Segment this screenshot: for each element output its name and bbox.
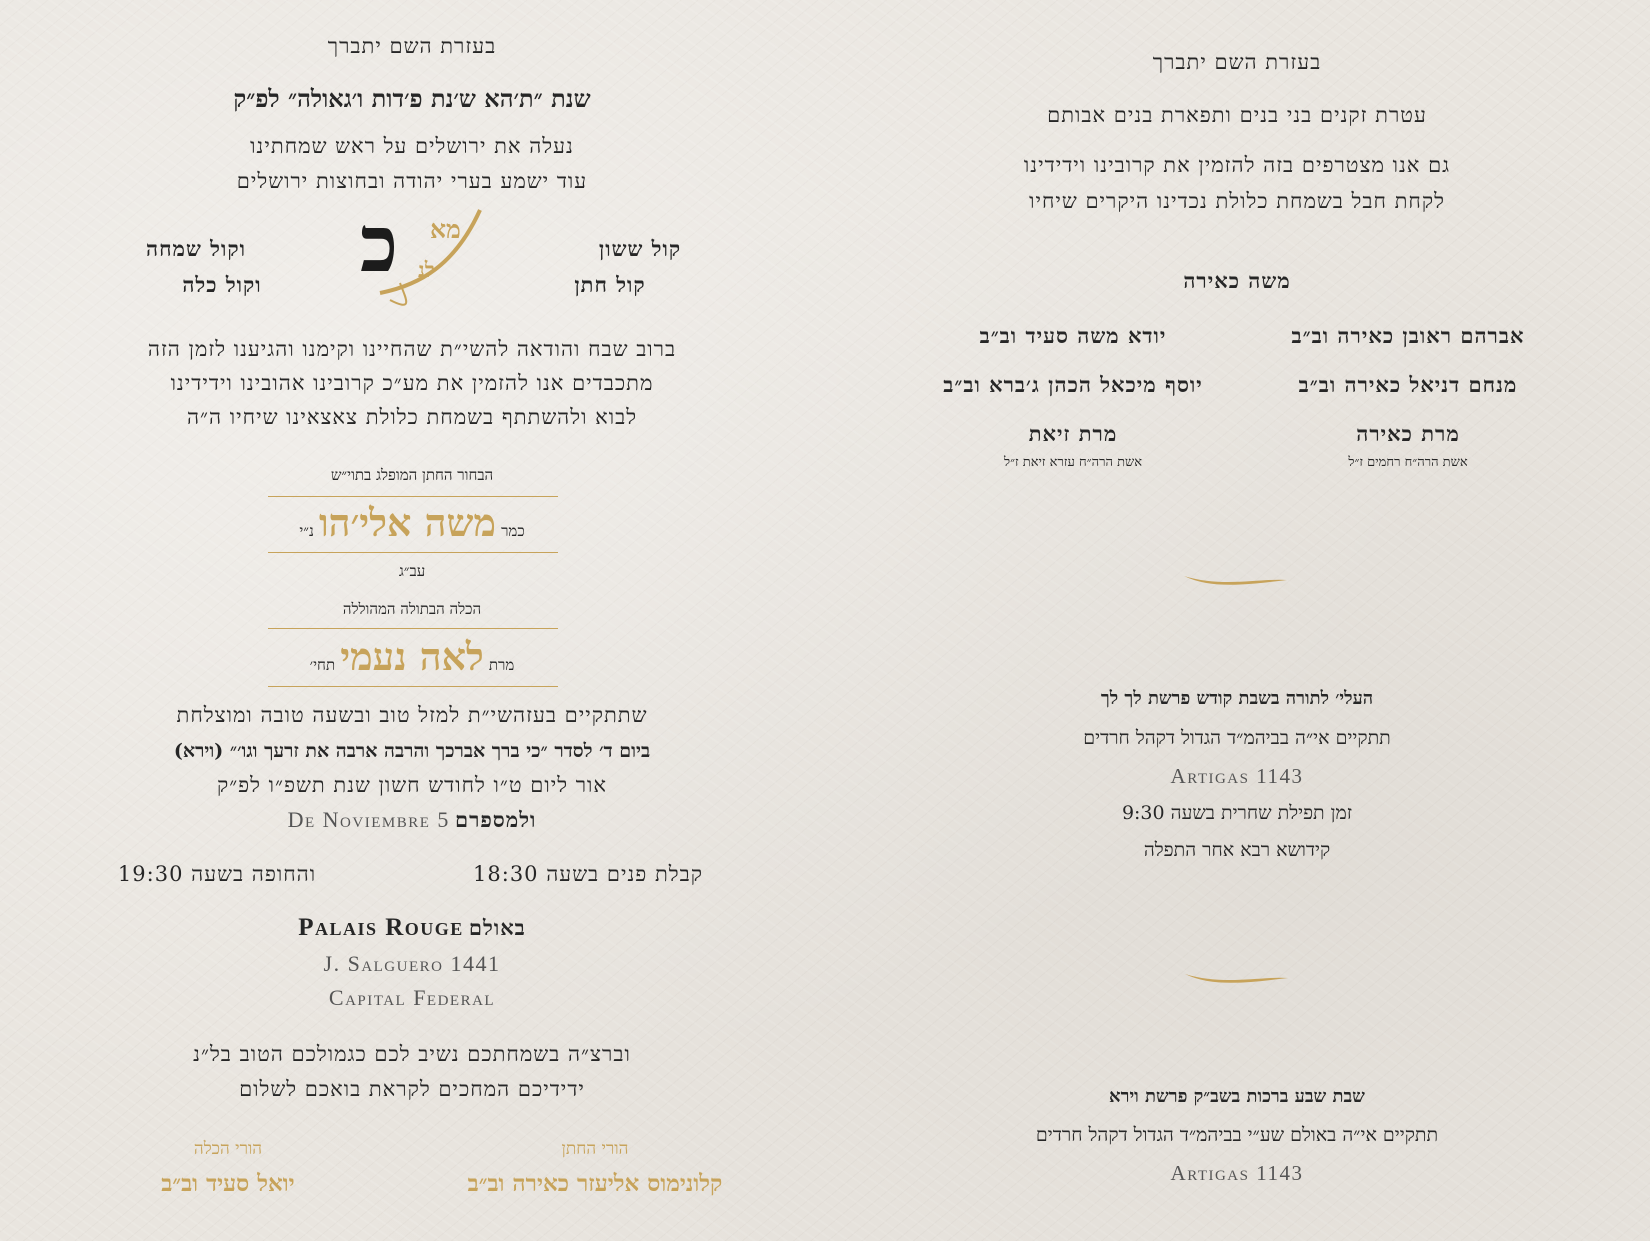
right-header: בעזרת השם יתברך bbox=[1152, 50, 1322, 74]
bride-parents-title: הורי הכלה bbox=[193, 1139, 263, 1159]
aliyah-address: Artigas 1143 bbox=[1170, 764, 1304, 788]
verse-line-2: עוד ישמע בערי יהודה ובחוצות ירושלים bbox=[236, 169, 588, 193]
groom-suffix: נ״י bbox=[299, 522, 314, 540]
kol-chatan: קול חתן bbox=[574, 272, 646, 297]
grandparent-row3-left: מרת זיאת bbox=[1028, 421, 1118, 446]
grandparent-row1-left: יודא משה סעיד וב״ב bbox=[979, 323, 1167, 348]
kol-kala: וקול כלה bbox=[182, 272, 262, 297]
aliyah-title: העלי׳ לתורה בשבת קודש פרשת לך לך bbox=[1100, 688, 1374, 709]
grandparent-row1-right: אברהם ראובן כאירה וב״ב bbox=[1291, 323, 1525, 348]
event-date-hebrew: ולמספרם bbox=[454, 807, 537, 832]
monogram-big-letter: כ bbox=[360, 199, 399, 290]
year-line: שנת ״ת׳הא ש׳נת פ׳דות ו׳גאולה״ לפ״ק bbox=[233, 84, 591, 113]
sheva-brachot-title: שבת שבע ברכות בשב״ק פרשת וירא bbox=[1109, 1086, 1365, 1107]
groom-parents-title: הורי החתן bbox=[561, 1139, 629, 1159]
hall-hebrew: באולם bbox=[468, 915, 526, 940]
intro-line-1: ברוב שבח והודאה להשי״ת שהחיינו וקימנו והגיענו לזמן הזה bbox=[147, 337, 677, 361]
bride-rule-bottom bbox=[268, 686, 558, 687]
bride-parents: יואל סעיד וב״ב bbox=[161, 1170, 295, 1197]
event-date-latin: 5 De Noviembre bbox=[287, 807, 450, 832]
groom-parents: קלונימוס אליעזר כאירה וב״ב bbox=[467, 1170, 723, 1197]
kol-sason: קול ששון bbox=[598, 236, 682, 261]
aliyah-line-2: זמן תפילת שחרית בשעה 9:30 bbox=[1121, 802, 1353, 824]
bride-suffix: תחי׳ bbox=[309, 656, 336, 674]
bride-rule-top bbox=[268, 628, 558, 629]
chuppah-time: והחופה בשעה 19:30 bbox=[117, 862, 317, 886]
bride-title: הכלה הבתולה המהוללה bbox=[342, 600, 482, 618]
right-verse: עטרת זקנים בני בנים ותפארת בנים אבותם bbox=[1047, 103, 1427, 127]
bride-prefix: מרת bbox=[488, 656, 515, 674]
groom-name-line bbox=[299, 500, 524, 546]
bride-name-line bbox=[310, 634, 515, 680]
event-line-3: אור ליום ט״ו לחודש חשון שנת תשפ״ו לפ״ק bbox=[216, 773, 608, 797]
sheva-brachot-address: Artigas 1143 bbox=[1170, 1161, 1304, 1185]
kabbalat-panim: קבלת פנים בשעה 18:30 bbox=[473, 862, 703, 886]
monogram-bottom-letters: לנ bbox=[418, 257, 435, 282]
intro-line-2: מתכבדים אנו להזמין את מע״כ קרובינו אהובינו וידידינו bbox=[170, 371, 654, 395]
grandfather-name: משה כאירה bbox=[1183, 268, 1291, 293]
address-line-1: J. Salguero 1441 bbox=[323, 951, 501, 976]
kol-simcha: וקול שמחה bbox=[146, 236, 246, 261]
groom-after: עב״ג bbox=[398, 562, 426, 580]
verse-line-1: נעלה את ירושלים על ראש שמחתינו bbox=[250, 134, 574, 158]
groom-rule-top bbox=[268, 496, 558, 497]
groom-title: הבחור החתן המופלג בתוי״ש bbox=[330, 466, 494, 484]
bride-name: לאה נעמי bbox=[340, 634, 484, 679]
gold-swash-divider-icon bbox=[1182, 568, 1292, 598]
monogram-logo bbox=[360, 199, 490, 320]
groom-rule-bottom bbox=[268, 552, 558, 553]
groom-name: משה אלי׳הו bbox=[318, 500, 496, 545]
event-line-1: שתתקיים בעזהשי״ת למזל טוב ובשעה טובה ומוצלחת bbox=[176, 703, 648, 727]
hall-name: Palais Rouge bbox=[298, 914, 464, 941]
closing-line-1: וברצ״ה בשמחתכם נשיב לכם כגמולכם הטוב בל״נ bbox=[193, 1042, 631, 1066]
event-line-4 bbox=[288, 807, 537, 833]
closing-line-2: ידידיכם המחכים לקראת בואכם לשלום bbox=[239, 1077, 585, 1101]
right-intro-2: לקחת חבל בשמחת כלולת נכדינו היקרים שיחיו bbox=[1029, 189, 1445, 213]
monogram-top-letters: מא bbox=[430, 215, 461, 244]
grandparent-row2-right: מנחם דניאל כאירה וב״ב bbox=[1298, 372, 1518, 397]
right-intro-1: גם אנו מצטרפים בזה להזמין את קרובינו וידידינו bbox=[1023, 153, 1451, 177]
address-line-2: Capital Federal bbox=[328, 985, 496, 1010]
grandparent-row3-left-sub: אשת הרה״ח עזרא זיאת ז״ל bbox=[1003, 455, 1143, 470]
aliyah-line-3: קידושא רבא אחר התפלה bbox=[1143, 839, 1331, 861]
aliyah-line-1: תתקיים אי״ה בביהמ״ד הגדול דקהל חרדים bbox=[1083, 727, 1391, 749]
left-header: בעזרת השם יתברך bbox=[327, 34, 497, 58]
hall-line bbox=[298, 914, 526, 942]
sheva-brachot-line-1: תתקיים אי״ה באולם שע״י בביהמ״ד הגדול דקהל חרדים bbox=[1035, 1124, 1439, 1146]
intro-line-3: לבוא ולהשתתף בשמחת כלולת צאצאינו שיחיו ה״ה bbox=[186, 405, 638, 429]
event-line-2: ביום ד׳ לסדר ״כי ברך אברכך והרבה ארבה את זרעך וגו׳״ (וירא) bbox=[173, 740, 651, 762]
grandparent-row3-right: מרת כאירה bbox=[1356, 421, 1460, 446]
groom-prefix: כמר bbox=[501, 522, 525, 540]
grandparent-row2-left: יוסף מיכאל הכהן ג׳ברא וב״ב bbox=[943, 372, 1203, 397]
right-grandparents-panel bbox=[825, 0, 1650, 1241]
gold-swash-divider-2-icon bbox=[1183, 966, 1293, 996]
grandparent-row3-right-sub: אשת הרה״ח רחמים ז״ל bbox=[1348, 455, 1468, 470]
